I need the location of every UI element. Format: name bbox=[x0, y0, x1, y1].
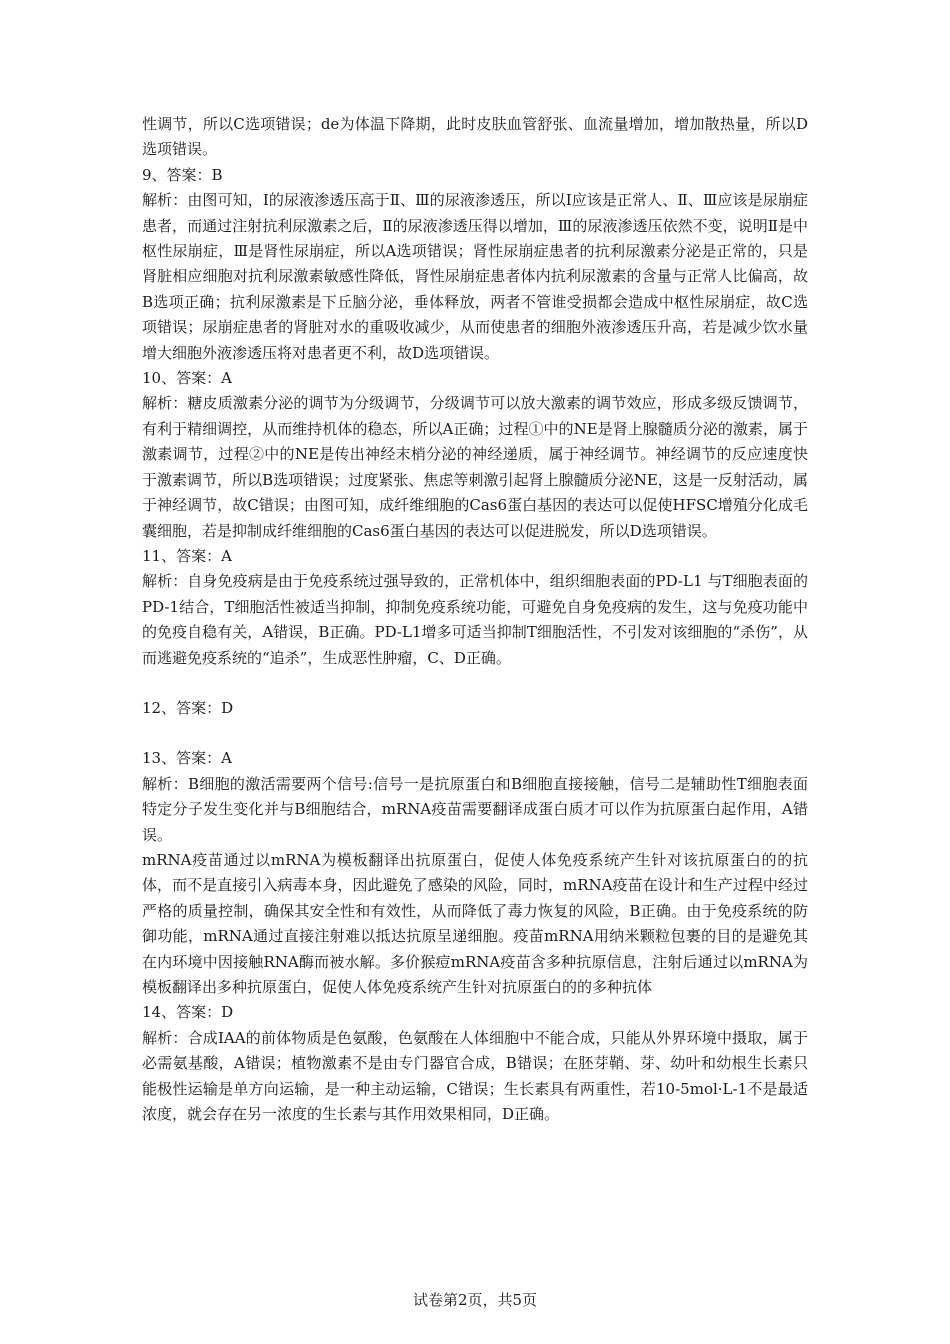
answer-11-heading: 11、答案：A bbox=[142, 546, 232, 565]
answer-9-heading: 9、答案：B bbox=[142, 165, 223, 184]
answer-14-analysis: 解析：合成IAA的前体物质是色氨酸，色氨酸在人体细胞中不能合成，只能从外界环境中摄取，属于必需氨基酸，A错误；植物激素不是由专门器官合成，B错误；在胚芽鞘、芽、幼叶和幼根生长素只能极性运输是单方向运输，是一种主动运输，C错误；生长素具有两重性，若10-5mol·L-1不是最适浓度，就会存在另一浓度的生长素与其作用效果相同，D正确。 bbox=[142, 1028, 808, 1124]
blank-line bbox=[142, 721, 808, 746]
answer-10-heading: 10、答案：A bbox=[142, 369, 232, 388]
answer-9-analysis: 解析：由图可知，Ⅰ的尿液渗透压高于Ⅱ、Ⅲ的尿液渗透压，所以Ⅰ应该是正常人、Ⅱ、Ⅲ应该是尿崩症患者，而通过注射抗利尿激素之后，Ⅱ的尿液渗透压得以增加，Ⅲ的尿液渗透压依然不变，说明Ⅱ是中枢性尿崩症，Ⅲ是肾性尿崩症，所以A选项错误；肾性尿崩症患者的抗利尿激素分泌是正常的，只是肾脏相应细胞对抗利尿激素敏感性降低，肾性尿崩症患者体内抗利尿激素的含量与正常人比偏高，故B选项正确；抗利尿激素是下丘脑分泌，垂体释放，两者不管谁受损都会造成中枢性尿崩症，故C选项错误；尿崩症患者的肾脏对水的重吸收减少，从而使患者的细胞外液渗透压升高，若是减少饮水量增大细胞外液渗透压将对患者更不利，故D选项错误。 bbox=[142, 191, 808, 362]
paragraph-continuation: 性调节，所以C选项错误；de为体温下降期，此时皮肤血管舒张、血流量增加，增加散热量，所以D选项错误。 bbox=[142, 115, 808, 159]
answer-13-analysis-part1: 解析：B细胞的激活需要两个信号:信号一是抗原蛋白和B细胞直接接触，信号二是辅助性T细胞表面特定分子发生变化并与B细胞结合，mRNA疫苗需要翻译成蛋白质才可以作为抗原蛋白起作用，A错误。 bbox=[142, 774, 808, 844]
answer-12-heading: 12、答案：D bbox=[142, 698, 234, 717]
blank-line bbox=[142, 671, 808, 696]
answer-10-analysis: 解析：糖皮质激素分泌的调节为分级调节，分级调节可以放大激素的调节效应，形成多级反馈调节，有利于精细调控，从而维持机体的稳态，所以A正确；过程①中的NE是肾上腺髓质分泌的激素，属于激素调节，过程②中的NE是传出神经末梢分泌的神经递质，属于神经调节。神经调节的反应速度快于激素调节，所以B选项错误；过度紧张、焦虑等刺激引起肾上腺髓质分泌NE，这是一反射活动，属于神经调节，故C错误；由图可知，成纤维细胞的Cas6蛋白基因的表达可以促使HFSC增殖分化成毛囊细胞，若是抑制成纤维细胞的Cas6蛋白基因的表达可以促进脱发，所以D选项错误。 bbox=[142, 394, 808, 540]
answer-11-analysis: 解析：自身免疫病是由于免疫系统过强导致的，正常机体中，组织细胞表面的PD-L1 与T细胞表面的PD-1结合，T细胞活性被适当抑制，抑制免疫系统功能，可避免自身免疫病的发生，这与免疫功能中的免疫自稳有关，A错误，B正确。PD-L1增多可适当抑制T细胞活性，不引发对该细胞的“杀伤”，从而逃避免疫系统的“追杀”，生成恶性肿瘤，C、D正确。 bbox=[142, 572, 808, 667]
page-footer: 试卷第2页，共5页 bbox=[412, 1291, 538, 1309]
document-body bbox=[142, 112, 808, 1127]
answer-13-heading: 13、答案：A bbox=[142, 749, 232, 768]
answer-13-analysis-part2: mRNA疫苗通过以mRNA为模板翻译出抗原蛋白，促使人体免疫系统产生针对该抗原蛋白的的抗体，而不是直接引入病毒本身，因此避免了感染的风险，同时，mRNA疫苗在设计和生产过程中经过严格的质量控制，确保其安全性和有效性，从而降低了毒力恢复的风险，B正确。由于免疫系统的防御功能，mRNA通过直接注射难以抵达抗原呈递细胞。疫苗mRNA用纳米颗粒包裹的目的是避免其在内环境中因接触RNA酶而被水解。多价猴痘mRNA疫苗含多种抗原信息，注射后通过以mRNA为模板翻译出多种抗原蛋白，促使人体免疫系统产生针对抗原蛋白的的多种抗体 bbox=[142, 850, 808, 996]
answer-14-heading: 14、答案：D bbox=[142, 1003, 234, 1022]
